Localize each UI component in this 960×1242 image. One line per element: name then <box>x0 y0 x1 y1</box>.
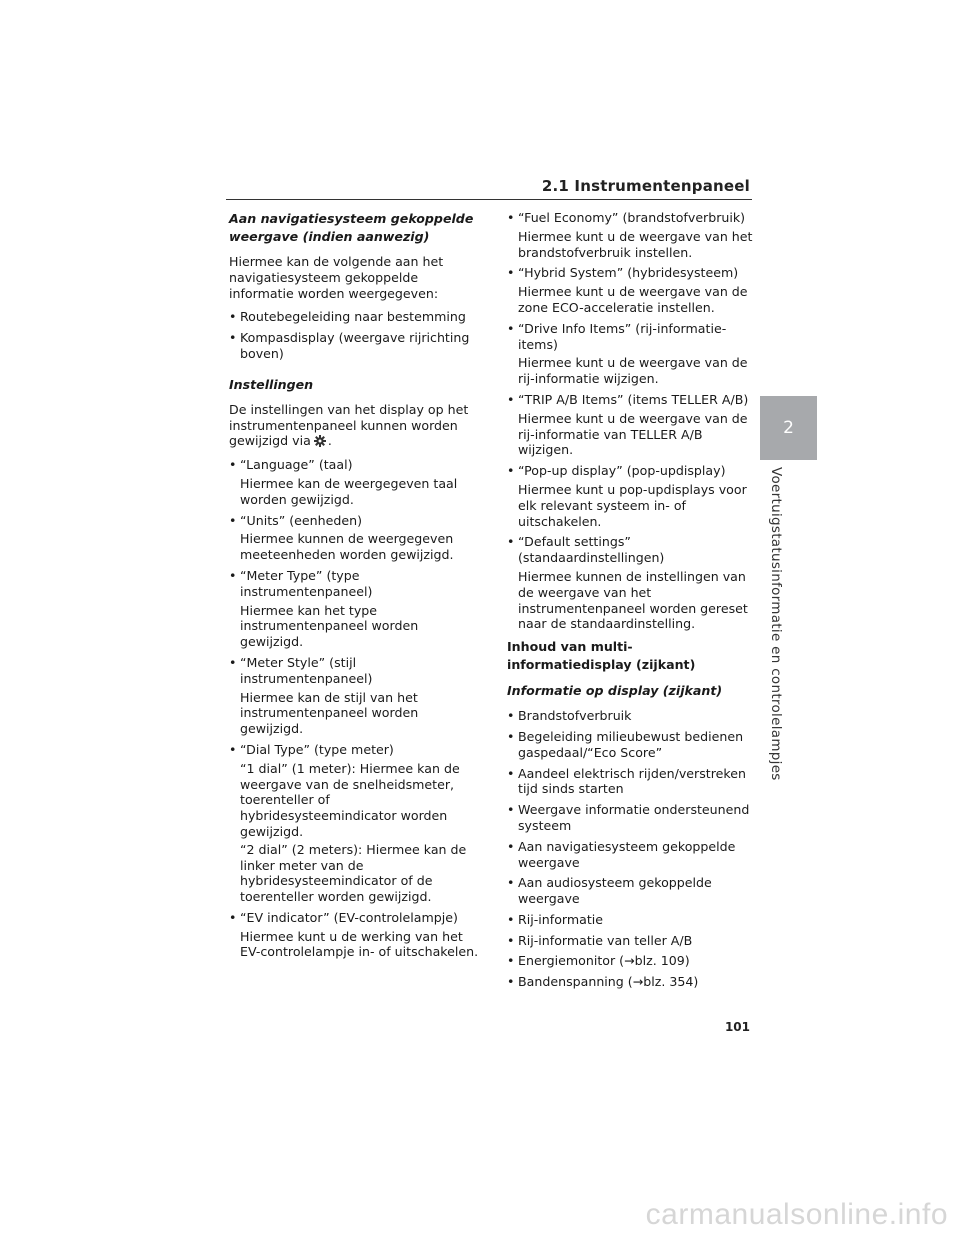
list-item: • “Language” (taal) Hiermee kan de weergegeven taal worden gewijzigd. <box>229 457 484 507</box>
list-item-description: Hiermee kunnen de instellingen van de weergave van het instrumentenpaneel worden gereset naar de standaardinstelling. <box>518 568 748 632</box>
page-number: 101 <box>724 1020 750 1034</box>
list-item-description: Hiermee kunt u de weergave van de zone ECO-acceleratie instellen. <box>518 284 748 315</box>
header-divider <box>226 199 752 200</box>
chapter-tab: 2 <box>760 396 817 460</box>
display-list <box>507 708 757 990</box>
list-item: • Aan navigatiesysteem gekoppelde weergave <box>507 839 757 871</box>
nav-list <box>229 309 484 361</box>
list-item-title: “Language” (taal) <box>240 457 353 473</box>
content-heading: Inhoud van multi-informatiedisplay (zijkant) <box>507 639 696 673</box>
list-item: • “Dial Type” (type meter) “1 dial” (1 meter): Hiermee kan de weergave van de snelheidsmeter, toerenteller of hybridesysteemindicator worden gewijzigd. “2 dial” (2 meters): Hiermee kan de linker meter van de hybridesysteemindicator of de toerenteller worden gewijzigd. <box>229 742 484 905</box>
list-item: • “Default settings” (standaardinstellingen) Hiermee kunnen de instellingen van de weergave van het instrumentenpaneel worden gereset naar de standaardinstelling. <box>507 534 757 632</box>
list-item: • Aan audiosysteem gekoppelde weergave <box>507 875 757 907</box>
list-item-description: Hiermee kunt u de werking van het EV-controlelampje in- of uitschakelen. <box>240 928 479 960</box>
list-item-text: Routebegeleiding naar bestemming <box>240 309 466 325</box>
list-item-title: “Meter Type” (type instrumentenpaneel) <box>240 567 373 599</box>
list-item: • Aandeel elektrisch rijden/verstreken tijd sinds starten <box>507 766 757 798</box>
gear-icon <box>314 435 326 447</box>
list-item-title: “Hybrid System” (hybridesysteem) <box>518 265 739 281</box>
list-item-text: Rij-informatie van teller A/B <box>518 932 693 948</box>
list-item: • Brandstofverbruik <box>507 708 757 724</box>
chapter-title: Voertuigstatusinformatie en controlelampjes <box>768 467 784 781</box>
list-item: • Weergave informatie ondersteunend systeem <box>507 802 757 834</box>
list-item-text: Rij-informatie <box>518 911 604 927</box>
list-item: • Rij-informatie van teller A/B <box>507 933 757 949</box>
settings-intro-end: . <box>327 433 332 449</box>
watermark: carmanualsonline.info <box>645 1198 948 1231</box>
list-item: • “Drive Info Items” (rij-informatie-items) Hiermee kunt u de weergave van de rij-informatie wijzigen. <box>507 321 757 387</box>
list-item: • “TRIP A/B Items” (items TELLER A/B) Hiermee kunt u de weergave van de rij-informatie van TELLER A/B wijzigen. <box>507 392 757 458</box>
list-item-description: Hiermee kunt u de weergave van het brandstofverbruik instellen. <box>518 228 753 260</box>
list-item-title: “Fuel Economy” (brandstofverbruik) <box>518 210 746 225</box>
list-item-text: Energiemonitor (→blz. 109) <box>518 953 690 969</box>
list-item-title: “EV indicator” (EV-controlelampje) <box>240 909 458 925</box>
list-item-description: “1 dial” (1 meter): Hiermee kan de weergave van de snelheidsmeter, toerenteller of hybridesysteemindicator worden gewijzigd. <box>240 760 460 839</box>
list-item-text: Aandeel elektrisch rijden/verstreken tijd sinds starten <box>518 765 746 797</box>
list-item-text: Bandenspanning (→blz. 354) <box>518 974 699 990</box>
list-item-text: Weergave informatie ondersteunend systeem <box>518 802 750 833</box>
list-item-title: “TRIP A/B Items” (items TELLER A/B) <box>518 391 749 407</box>
list-item: • “Pop-up display” (pop-updisplay) Hiermee kunt u pop-updisplays voor elk relevant systeem in- of uitschakelen. <box>507 463 757 529</box>
list-item: • “EV indicator” (EV-controlelampje) Hiermee kunt u de werking van het EV-controlelampje in- of uitschakelen. <box>229 910 484 960</box>
settings-heading: Instellingen <box>229 376 314 392</box>
list-item-text: Aan navigatiesysteem gekoppelde weergave <box>518 838 736 870</box>
list-item-description: Hiermee kunnen de weergegeven meeteenheden worden gewijzigd. <box>240 531 454 563</box>
list-item-text: Begeleiding milieubewust bedienen gaspedaal/“Eco Score” <box>518 728 744 760</box>
list-item-description: Hiermee kan de weergegeven taal worden gewijzigd. <box>240 475 458 507</box>
list-item-description: Hiermee kunt u de weergave van de rij-informatie wijzigen. <box>518 355 748 387</box>
list-item-title: “Meter Style” (stijl instrumentenpaneel) <box>240 654 373 686</box>
right-column <box>507 210 757 995</box>
settings-list-continued <box>507 210 757 632</box>
list-item-text: Aan audiosysteem gekoppelde weergave <box>518 875 712 907</box>
list-item-description: Hiermee kunt u pop-updisplays voor elk relevant systeem in- of uitschakelen. <box>518 481 747 529</box>
list-item-title: “Units” (eenheden) <box>240 512 363 528</box>
list-item: • “Fuel Economy” (brandstofverbruik) Hiermee kunt u de weergave van het brandstofverbruik instellen. <box>507 210 757 260</box>
list-item: • Begeleiding milieubewust bedienen gaspedaal/“Eco Score” <box>507 729 757 761</box>
nav-intro: Hiermee kan de volgende aan het navigatiesysteem gekoppelde informatie worden weergegeven: <box>229 254 444 301</box>
list-item: • Bandenspanning (→blz. 354) <box>507 974 757 990</box>
list-item: • “Meter Type” (type instrumentenpaneel) Hiermee kan het type instrumentenpaneel worden gewijzigd. <box>229 568 484 650</box>
list-item: • “Hybrid System” (hybridesysteem) Hiermee kunt u de weergave van de zone ECO-acceleratie instellen. <box>507 265 757 315</box>
list-item-title: “Drive Info Items” (rij-informatie-items) <box>518 320 727 352</box>
settings-intro-text: De instellingen van het display op het instrumentenpaneel kunnen worden gewijzigd via <box>229 401 469 449</box>
list-item-title: “Pop-up display” (pop-updisplay) <box>518 463 726 479</box>
list-item: • “Units” (eenheden) Hiermee kunnen de weergegeven meeteenheden worden gewijzigd. <box>229 513 484 563</box>
nav-heading: Aan navigatiesysteem gekoppelde weergave (indien aanwezig) <box>229 211 474 244</box>
display-heading: Informatie op display (zijkant) <box>507 683 723 699</box>
list-item: • Rij-informatie <box>507 912 757 928</box>
settings-list <box>229 457 484 960</box>
list-item-text: Kompasdisplay (weergave rijrichting boven) <box>240 330 470 361</box>
settings-intro <box>229 402 484 449</box>
list-item: • Energiemonitor (→blz. 109) <box>507 953 757 969</box>
list-item-text: Brandstofverbruik <box>518 708 632 724</box>
list-item: • “Meter Style” (stijl instrumentenpaneel) Hiermee kan de stijl van het instrumentenpaneel worden gewijzigd. <box>229 655 484 737</box>
list-item-description: “2 dial” (2 meters): Hiermee kan de linker meter van de hybridesysteemindicator of de toerenteller worden gewijzigd. <box>240 841 467 905</box>
list-item-title: “Dial Type” (type meter) <box>240 741 394 757</box>
list-item-description: Hiermee kan de stijl van het instrumentenpaneel worden gewijzigd. <box>240 689 419 737</box>
list-item: • Routebegeleiding naar bestemming <box>229 309 484 325</box>
section-title: 2.1 Instrumentenpaneel <box>541 177 750 195</box>
list-item-description: Hiermee kan het type instrumentenpaneel worden gewijzigd. <box>240 602 419 650</box>
list-item-description: Hiermee kunt u de weergave van de rij-informatie van TELLER A/B wijzigen. <box>518 410 748 458</box>
list-item: • Kompasdisplay (weergave rijrichting boven) <box>229 330 484 362</box>
left-column <box>229 210 484 965</box>
list-item-title: “Default settings” (standaardinstellingen) <box>518 534 665 566</box>
